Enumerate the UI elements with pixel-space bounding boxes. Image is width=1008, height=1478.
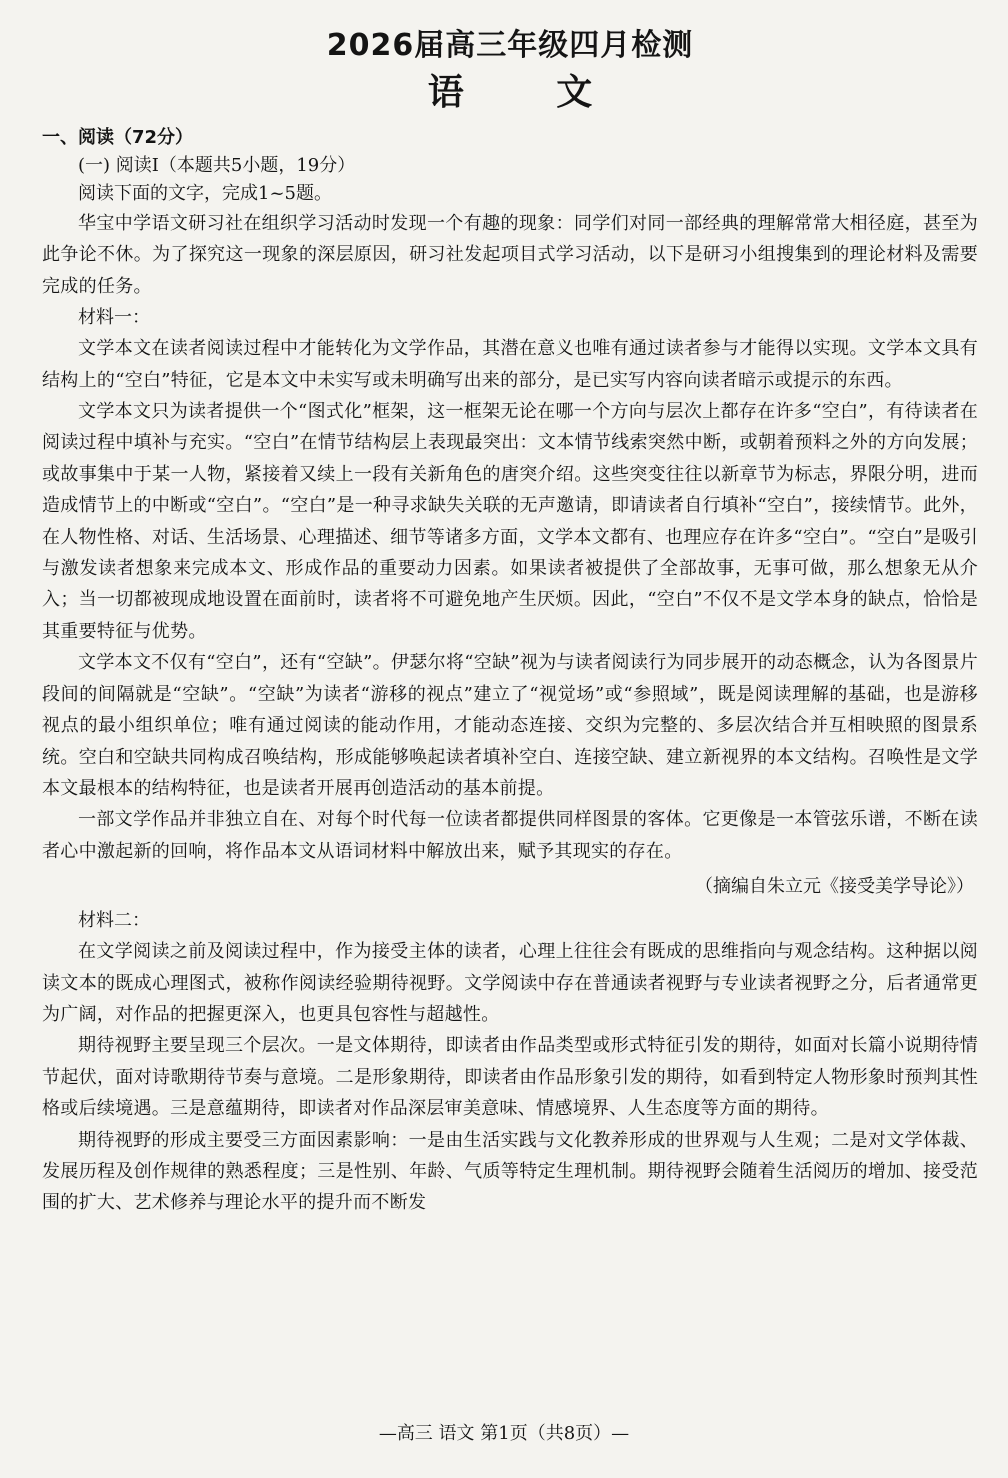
exam-title: 2026届高三年级四月检测	[326, 28, 694, 63]
intro-paragraph: 华宝中学语文研习社在组织学习活动时发现一个有趣的现象：同学们对同一部经典的理解常常大相径庭，甚至为此争论不休。为了探究这一现象的深层原因，研习社发起项目式学习活动，以下是研习小组搜集到的理论材料及需要完成的任务。	[42, 213, 978, 297]
page-footer: —高三 语文 第1页（共8页）—	[378, 1423, 630, 1444]
material1-label: 材料一：	[78, 307, 150, 329]
material2-label: 材料二：	[78, 910, 150, 932]
section-heading: 一、阅读（72分）	[42, 127, 194, 148]
material1-paragraph: 文学本文只为读者提供一个“图式化”框架，这一框架无论在哪一个方向与层次上都存在许多“空白”，有待读者在阅读过程中填补与充实。“空白”在情节结构层上表现最突出：文本情节线索突然中断，或朝着预料之外的方向发展；或故事集中于某一人物，紧接着又续上一段有关新角色的唐突介绍。这些突变往往以新章节为标志，界限分明，进而造成情节上的中断或“空白”。“空白”是一种寻求缺失关联的无声邀请，即请读者自行填补“空白”，接续情节。此外，在人物性格、对话、生活场景、心理描述、细节等诸多方面，文学本文都有、也理应存在许多“空白”。“空白”是吸引与激发读者想象来完成本文、形成作品的重要动力因素。如果读者被提供了全部故事，无事可做，那么想象无从介入；当一切都被现成地设置在面前时，读者将不可避免地产生厌烦。因此，“空白”不仅不是文学本身的缺点，恰恰是其重要特征与优势。	[42, 401, 978, 642]
material2-paragraph: 在文学阅读之前及阅读过程中，作为接受主体的读者，心理上往往会有既成的思维指向与观念结构。这种据以阅读文本的既成心理图式，被称作阅读经验期待视野。文学阅读中存在普通读者视野与专业读者视野之分，后者通常更为广阔，对作品的把握更深入，也更具包容性与超越性。	[42, 941, 978, 1025]
subject-title: 语 文	[427, 72, 633, 113]
material1-paragraph: 一部文学作品并非独立自在、对每个时代每一位读者都提供同样图景的客体。它更像是一本管弦乐谱，不断在读者心中激起新的回响，将作品本文从语词材料中解放出来，赋予其现实的存在。	[42, 809, 978, 862]
material2-paragraph: 期待视野的形成主要受三方面因素影响：一是由生活实践与文化教养形成的世界观与人生观；二是对文学体裁、发展历程及创作规律的熟悉程度；三是性别、年龄、气质等特定生理机制。期待视野会随着生活阅历的增加、接受范围的扩大、艺术修养与理论水平的提升而不断发	[42, 1129, 978, 1214]
material1-paragraph: 文学本文不仅有“空白”，还有“空缺”。伊瑟尔将“空缺”视为与读者阅读行为同步展开的动态概念，认为各图景片段间的间隔就是“空缺”。“空缺”为读者“游移的视点”建立了“视觉场”或“参照域”，既是阅读理解的基础，也是游移视点的最小组织单位；唯有通过阅读的能动作用，才能动态连接、交织为完整的、多层次结合并互相映照的图景系统。空白和空缺共同构成召唤结构，形成能够唤起读者填补空白、连接空缺、建立新视界的本文结构。召唤性是文学本文最根本的结构特征，也是读者开展再创造活动的基本前提。	[42, 652, 978, 799]
material1-paragraph: 文学本文在读者阅读过程中才能转化为文学作品，其潜在意义也唯有通过读者参与才能得以实现。文学本文具有结构上的“空白”特征，它是本文中未实写或未明确写出来的部分，是已实写内容向读者暗示或提示的东西。	[42, 338, 978, 391]
instruction: 阅读下面的文字，完成1~5题。	[78, 183, 332, 204]
sub-heading: (一) 阅读I（本题共5小题，19分）	[78, 155, 356, 176]
material2-paragraph: 期待视野主要呈现三个层次。一是文体期待，即读者由作品类型或形式特征引发的期待，如面对长篇小说期待情节起伏，面对诗歌期待节奏与意境。二是形象期待，即读者由作品形象引发的期待，如看到特定人物形象时预判其性格或后续境遇。三是意蕴期待，即读者对作品深层审美意味、情感境界、人生态度等方面的期待。	[42, 1035, 978, 1120]
material1-source: （摘编自朱立元《接受美学导论》）	[695, 876, 974, 898]
